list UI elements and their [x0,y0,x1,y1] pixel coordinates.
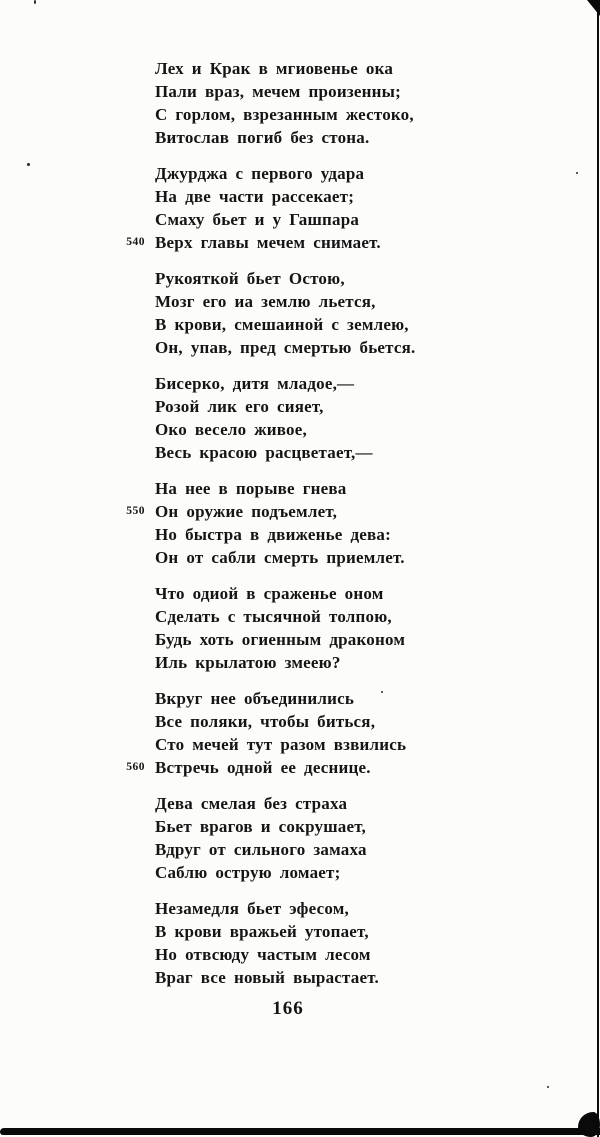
poem-line-text: Саблю острую ломает; [155,863,341,882]
scan-speck [576,172,578,174]
poem-line-text: В крови вражьей утопает, [155,922,369,941]
poem-line-text: Мозг его иа землю льется, [155,292,376,311]
poem-line [155,126,415,149]
poem-line [155,441,415,464]
poem-line [155,523,415,546]
poem-line [155,372,415,395]
poem-line-text: Но быстра в движенье дева: [155,525,391,544]
poem-line-text: Он оружие подъемлет, [155,502,338,521]
poem-line [155,395,415,418]
poem-line [155,920,415,943]
poem-text-block [126,57,416,1002]
poem-line-text: Незамедля бьет эфесом, [155,899,349,918]
poem-line-text: Око весело живое, [155,420,307,439]
poem-line [155,313,415,336]
poem-line-text: На две части рассекает; [155,187,355,206]
poem-line-text: В крови, смешаиной с землею, [155,315,409,334]
poem-line-text: Пали враз, мечем произенны; [155,82,401,101]
poem-line-text: Вдруг от сильного замаха [155,840,367,859]
poem-line-text: Но отвсюду частым лесом [155,945,371,964]
poem-line [155,185,415,208]
poem-line [155,897,415,920]
poem-line-text: Весь красою расцветает,— [155,443,373,462]
poem-line-text: Джурджа с первого удара [155,164,365,183]
poem-line [155,733,415,756]
scan-bottom-band [0,1128,600,1135]
poem-line-text: Будь хоть огиенным драконом [155,630,406,649]
poem-line-text: Дева смелая без страха [155,794,348,813]
poem-line-text: Розой лик его сияет, [155,397,324,416]
poem-line [155,336,415,359]
scan-edge-line [597,0,599,1137]
poem-line-text: Смаху бьет и у Гашпара [155,210,360,229]
poem-line-text: Он, упав, пред смертью бьется. [155,338,416,357]
poem-line [155,861,415,884]
poem-line [155,267,415,290]
poem-line-text: Встречь одной ее деснице. [155,758,371,777]
scan-speck [27,163,30,166]
poem-line [155,582,415,605]
stanza-8 [155,792,415,884]
scan-corner-mark [587,0,600,16]
poem-line [155,208,415,231]
poem-line [155,162,415,185]
stanza-3 [155,267,415,359]
stanza-2 [126,162,415,254]
poem-line [155,477,415,500]
poem-line [126,756,415,779]
poem-line-text: На нее в порыве гнева [155,479,347,498]
poem-line-text: Враг все новый вырастает. [155,968,379,987]
poem-line [126,500,415,523]
scan-bottom-curl [578,1112,600,1137]
poem-line-text: Верх главы мечем снимает. [155,233,381,252]
stanza-7 [126,687,415,779]
line-number-540: 540 [126,236,145,248]
poem-line [155,838,415,861]
line-number-560: 560 [126,761,145,773]
poem-line-text: Он от сабли смерть приемлет. [155,548,405,567]
poem-line [155,943,415,966]
poem-line-text: Лех и Крак в мгиовенье ока [155,59,394,78]
poem-line-text: Сделать с тысячной толпою, [155,607,392,626]
poem-line-text: Витослав погиб без стона. [155,128,370,147]
poem-line [155,792,415,815]
poem-line [155,651,415,674]
poem-line [155,605,415,628]
poem-line [155,966,415,989]
poem-line [155,103,415,126]
poem-line-text: Рукояткой бьет Остою, [155,269,345,288]
line-number-550: 550 [126,505,145,517]
stanza-6 [155,582,415,674]
poem-line-text: Что одиой в сраженье оном [155,584,384,603]
poem-line [155,546,415,569]
poem-line [155,815,415,838]
poem-line-text: Иль крылатою змеею? [155,653,341,672]
poem-line-text: Все поляки, чтобы биться, [155,712,376,731]
scan-speck [381,691,383,693]
stanza-4 [155,372,415,464]
poem-line-text: С горлом, взрезанным жестоко, [155,105,414,124]
poem-line-text: Вкруг нее объединились [155,689,355,708]
poem-line [155,418,415,441]
stanza-1 [155,57,415,149]
poem-line [155,687,415,710]
stanza-5 [126,477,415,569]
stanza-9 [155,897,415,989]
scan-speck [34,0,36,4]
poem-line [155,628,415,651]
poem-line [155,57,415,80]
page-number: 166 [272,998,304,1019]
poem-line [155,290,415,313]
scan-speck [547,1086,549,1088]
poem-line [126,231,415,254]
poem-line-text: Бьет врагов и сокрушает, [155,817,366,836]
poem-line [155,80,415,103]
poem-line-text: Сто мечей тут разом взвились [155,735,407,754]
poem-line-text: Бисерко, дитя младое,— [155,374,355,393]
poem-line [155,710,415,733]
